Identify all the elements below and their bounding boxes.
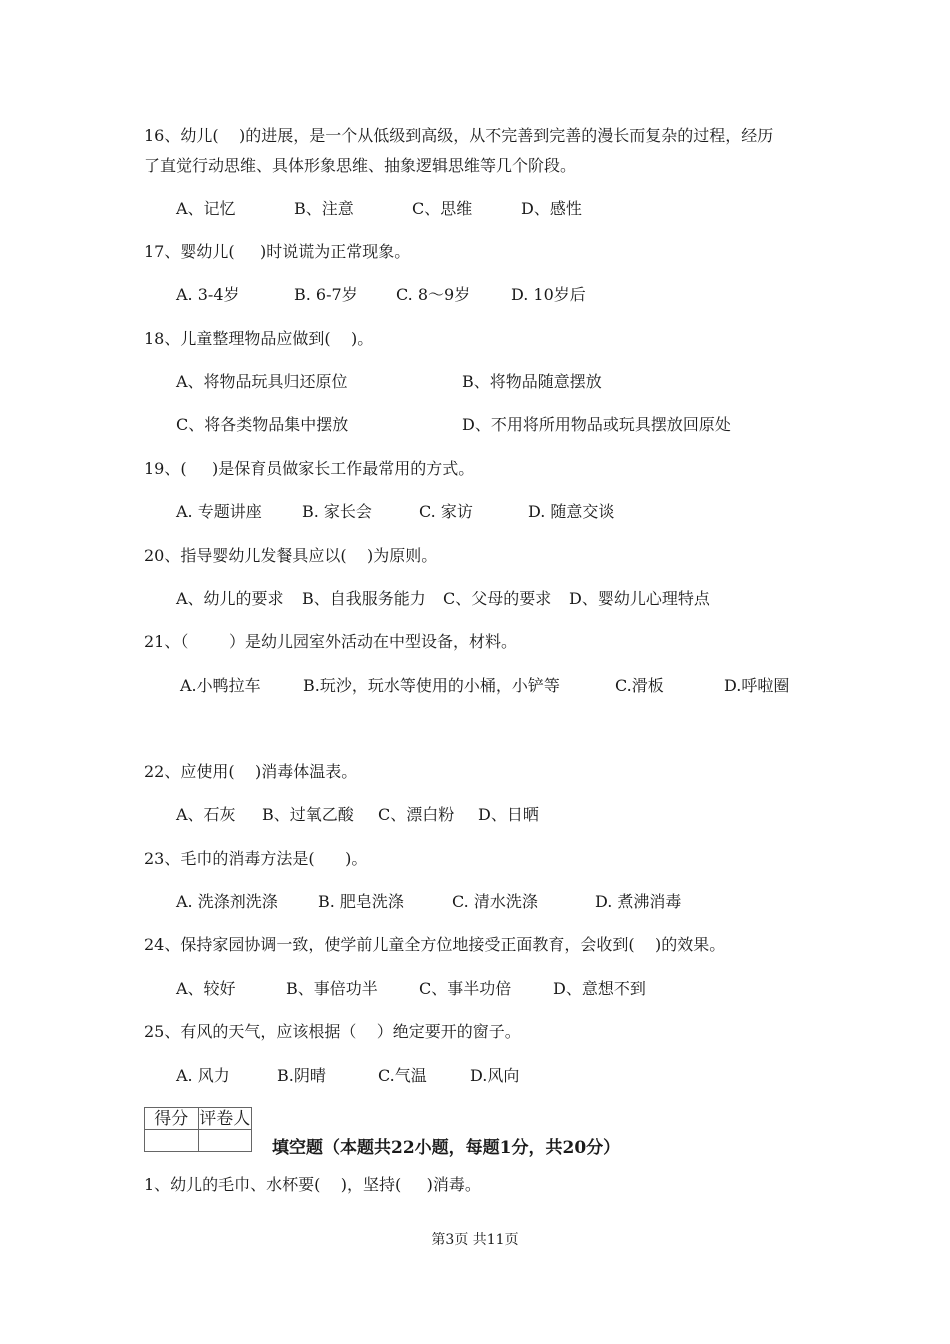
option-17-a: A. 3-4岁 <box>176 285 240 304</box>
option-21-a: A.小鸭拉车 <box>180 676 261 695</box>
option-21-d: D.呼啦圈 <box>724 676 790 695</box>
option-20-b: B、自我服务能力 <box>302 589 426 608</box>
option-19-d: D. 随意交谈 <box>528 502 615 521</box>
question-22: 22、应使用( )消毒体温表。 <box>144 762 358 781</box>
option-20-c: C、父母的要求 <box>443 589 552 608</box>
option-25-c: C.气温 <box>378 1066 427 1085</box>
option-18-b: B、将物品随意摆放 <box>462 372 602 391</box>
option-20-d: D、婴幼儿心理特点 <box>569 589 710 608</box>
section-title: 填空题（本题共22小题，每题1分，共20分） <box>272 1138 621 1158</box>
option-21-b: B.玩沙，玩水等使用的小桶，小铲等 <box>303 676 560 695</box>
option-25-a: A. 风力 <box>176 1066 230 1085</box>
option-17-c: C. 8～9岁 <box>396 285 471 304</box>
question-19: 19、( )是保育员做家长工作最常用的方式。 <box>144 459 475 478</box>
option-16-d: D、感性 <box>521 199 582 218</box>
option-22-d: D、日晒 <box>478 805 539 824</box>
grader-cell <box>198 1130 252 1152</box>
question-20: 20、指导婴幼儿发餐具应以( )为原则。 <box>144 546 438 565</box>
option-22-c: C、漂白粉 <box>378 805 455 824</box>
option-25-d: D.风向 <box>470 1066 520 1085</box>
option-20-a: A、幼儿的要求 <box>176 589 284 608</box>
option-19-a: A. 专题讲座 <box>176 502 262 521</box>
question-16-line-1: 16、幼儿( )的进展，是一个从低级到高级，从不完善到完善的漫长而复杂的过程，经历 <box>144 126 774 145</box>
option-23-d: D. 煮沸消毒 <box>595 892 682 911</box>
question-23: 23、毛巾的消毒方法是( )。 <box>144 849 368 868</box>
option-23-c: C. 清水洗涤 <box>452 892 538 911</box>
question-17: 17、婴幼儿( )时说谎为正常现象。 <box>144 242 411 261</box>
option-21-c: C.滑板 <box>615 676 664 695</box>
question-25: 25、有风的天气，应该根据（ ）绝定要开的窗子。 <box>144 1022 521 1041</box>
grader-label: 评卷人 <box>199 1108 251 1129</box>
score-label: 得分 <box>145 1108 199 1130</box>
option-16-b: B、注意 <box>294 199 354 218</box>
option-23-b: B. 肥皂洗涤 <box>318 892 404 911</box>
option-24-b: B、事倍功半 <box>286 979 378 998</box>
option-18-d: D、不用将所用物品或玩具摆放回原处 <box>462 415 731 434</box>
question-24: 24、保持家园协调一致，使学前儿童全方位地接受正面教育，会收到( )的效果。 <box>144 935 726 954</box>
option-17-b: B. 6-7岁 <box>294 285 358 304</box>
option-22-a: A、石灰 <box>176 805 236 824</box>
score-box <box>144 1107 252 1152</box>
option-24-c: C、事半功倍 <box>419 979 512 998</box>
option-17-d: D. 10岁后 <box>511 285 586 304</box>
option-16-a: A、记忆 <box>176 199 236 218</box>
option-25-b: B.阴晴 <box>277 1066 326 1085</box>
option-23-a: A. 洗涤剂洗涤 <box>176 892 278 911</box>
option-18-c: C、将各类物品集中摆放 <box>176 415 349 434</box>
fill-question-1: 1、幼儿的毛巾、水杯要( )，坚持( )消毒。 <box>144 1175 481 1194</box>
option-22-b: B、过氧乙酸 <box>262 805 354 824</box>
option-18-a: A、将物品玩具归还原位 <box>176 372 348 391</box>
option-19-b: B. 家长会 <box>302 502 372 521</box>
option-24-a: A、较好 <box>176 979 236 998</box>
question-16-line-2: 了直觉行动思维、具体形象思维、抽象逻辑思维等几个阶段。 <box>144 156 577 175</box>
option-16-c: C、思维 <box>412 199 473 218</box>
option-19-c: C. 家访 <box>419 502 473 521</box>
question-21: 21、（ ）是幼儿园室外活动在中型设备，材料。 <box>144 632 518 651</box>
question-18: 18、儿童整理物品应做到( )。 <box>144 329 374 348</box>
score-cell <box>145 1130 199 1152</box>
option-24-d: D、意想不到 <box>553 979 646 998</box>
page-footer: 第3页 共11页 <box>431 1232 519 1248</box>
